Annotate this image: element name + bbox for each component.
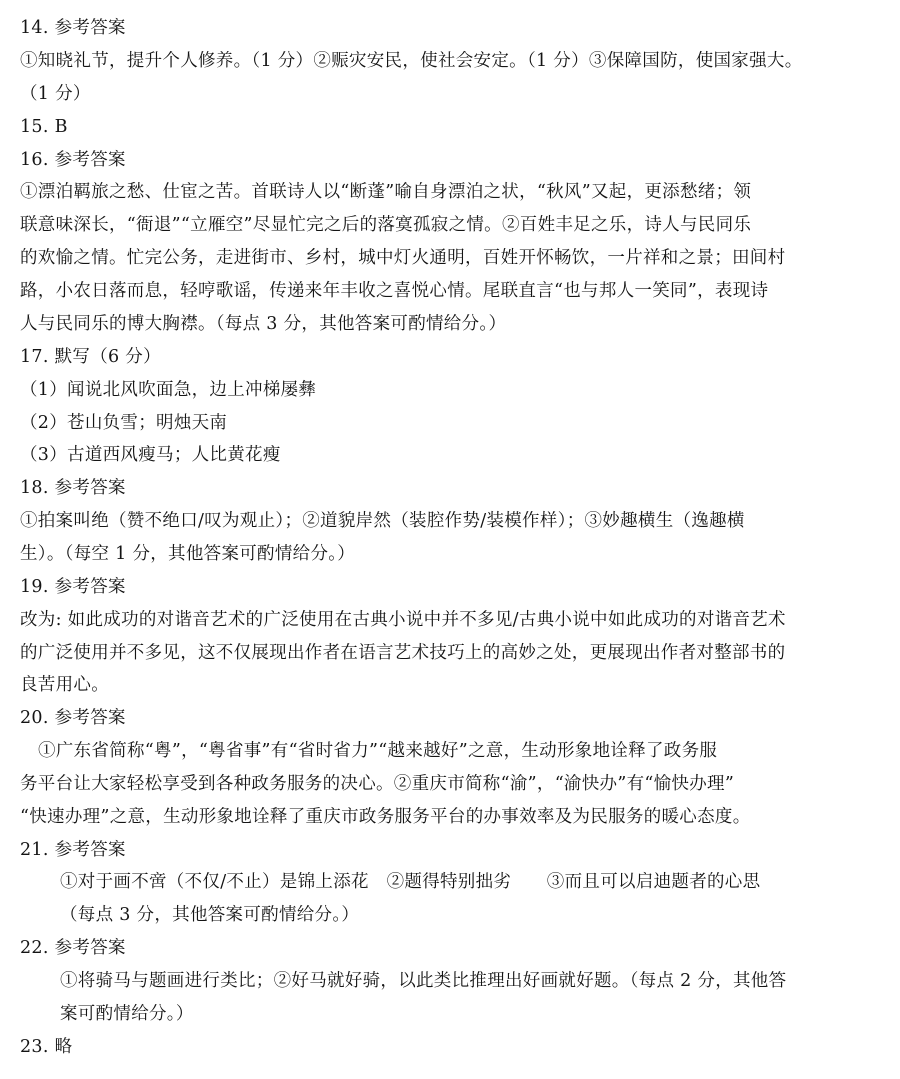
q19-answer-line-3: 良苦用心。 bbox=[20, 675, 109, 695]
q17-heading: 17. 默写（6 分） bbox=[20, 347, 161, 367]
q16-answer-line-1: ①漂泊羁旅之愁、仕宦之苦。首联诗人以“断蓬”喻自身漂泊之状，“秋风”又起，更添愁绪；领 bbox=[20, 182, 752, 202]
q20-answer-line-3: “快速办理”之意，生动形象地诠释了重庆市政务服务平台的办事效率及为民服务的暖心态度。 bbox=[20, 807, 751, 827]
q18-answer-line-2: 生）。（每空 1 分，其他答案可酌情给分。） bbox=[20, 544, 356, 564]
q16-heading: 16. 参考答案 bbox=[20, 150, 126, 170]
q23-heading: 23. 略 bbox=[20, 1037, 73, 1057]
q20-answer-line-2: 务平台让大家轻松享受到各种政务服务的决心。②重庆市简称“渝”，“渝快办”有“愉快办理” bbox=[20, 774, 735, 794]
q17-answer-line-3: （3）古道西风瘦马；人比黄花瘦 bbox=[20, 445, 281, 465]
q17-answer-line-2: （2）苍山负雪；明烛天南 bbox=[20, 413, 228, 433]
q16-answer-line-5: 人与民同乐的博大胸襟。（每点 3 分，其他答案可酌情给分。） bbox=[20, 314, 507, 334]
q21-heading: 21. 参考答案 bbox=[20, 840, 126, 860]
q14-heading: 14. 参考答案 bbox=[20, 18, 126, 38]
q22-answer-line-2: 案可酌情给分。） bbox=[60, 1004, 194, 1024]
q19-answer-line-1: 改为: 如此成功的对谐音艺术的广泛使用在古典小说中并不多见/古典小说中如此成功的对谐音艺术 bbox=[20, 610, 786, 630]
q20-heading: 20. 参考答案 bbox=[20, 708, 126, 728]
q16-answer-line-3: 的欢愉之情。忙完公务，走进街市、乡村，城中灯火通明，百姓开怀畅饮，一片祥和之景；田间村 bbox=[20, 248, 786, 268]
q22-answer-line-1: ①将骑马与题画进行类比；②好马就好骑，以此类比推理出好画就好题。（每点 2 分，其他答 bbox=[60, 971, 787, 991]
q14-answer-line-1: ①知晓礼节，提升个人修养。（1 分）②赈灾安民，使社会安定。（1 分）③保障国防，使国家强大。 bbox=[20, 51, 803, 71]
q20-answer-line-1: ①广东省简称“粤”，“粤省事”有“省时省力”“越来越好”之意，生动形象地诠释了政务服 bbox=[38, 741, 718, 761]
q19-answer-line-2: 的广泛使用并不多见，这不仅展现出作者在语言艺术技巧上的高妙之处，更展现出作者对整部书的 bbox=[20, 643, 786, 663]
q19-heading: 19. 参考答案 bbox=[20, 577, 126, 597]
q16-answer-line-2: 联意味深长，“衙退”“立雁空”尽显忙完之后的落寞孤寂之情。②百姓丰足之乐，诗人与民同乐 bbox=[20, 215, 752, 235]
q22-heading: 22. 参考答案 bbox=[20, 938, 126, 958]
q21-answer-line-1: ①对于画不啻（不仅/不止）是锦上添花 ②题得特别拙劣 ③而且可以启迪题者的心思 bbox=[60, 872, 761, 892]
q18-answer-line-1: ①拍案叫绝（赞不绝口/叹为观止）；②道貌岸然（装腔作势/装模作样）；③妙趣横生（逸趣横 bbox=[20, 511, 745, 531]
q16-answer-line-4: 路，小农日落而息，轻哼歌谣，传递来年丰收之喜悦心情。尾联直言“也与邦人一笑同”，表现诗 bbox=[20, 281, 769, 301]
q21-answer-line-2: （每点 3 分，其他答案可酌情给分。） bbox=[60, 905, 360, 925]
q14-answer-line-2: （1 分） bbox=[20, 84, 91, 104]
q17-answer-line-1: （1）闻说北风吹面急，边上冲梯屡彝 bbox=[20, 380, 317, 400]
q18-heading: 18. 参考答案 bbox=[20, 478, 126, 498]
q15-heading: 15. B bbox=[20, 117, 68, 137]
